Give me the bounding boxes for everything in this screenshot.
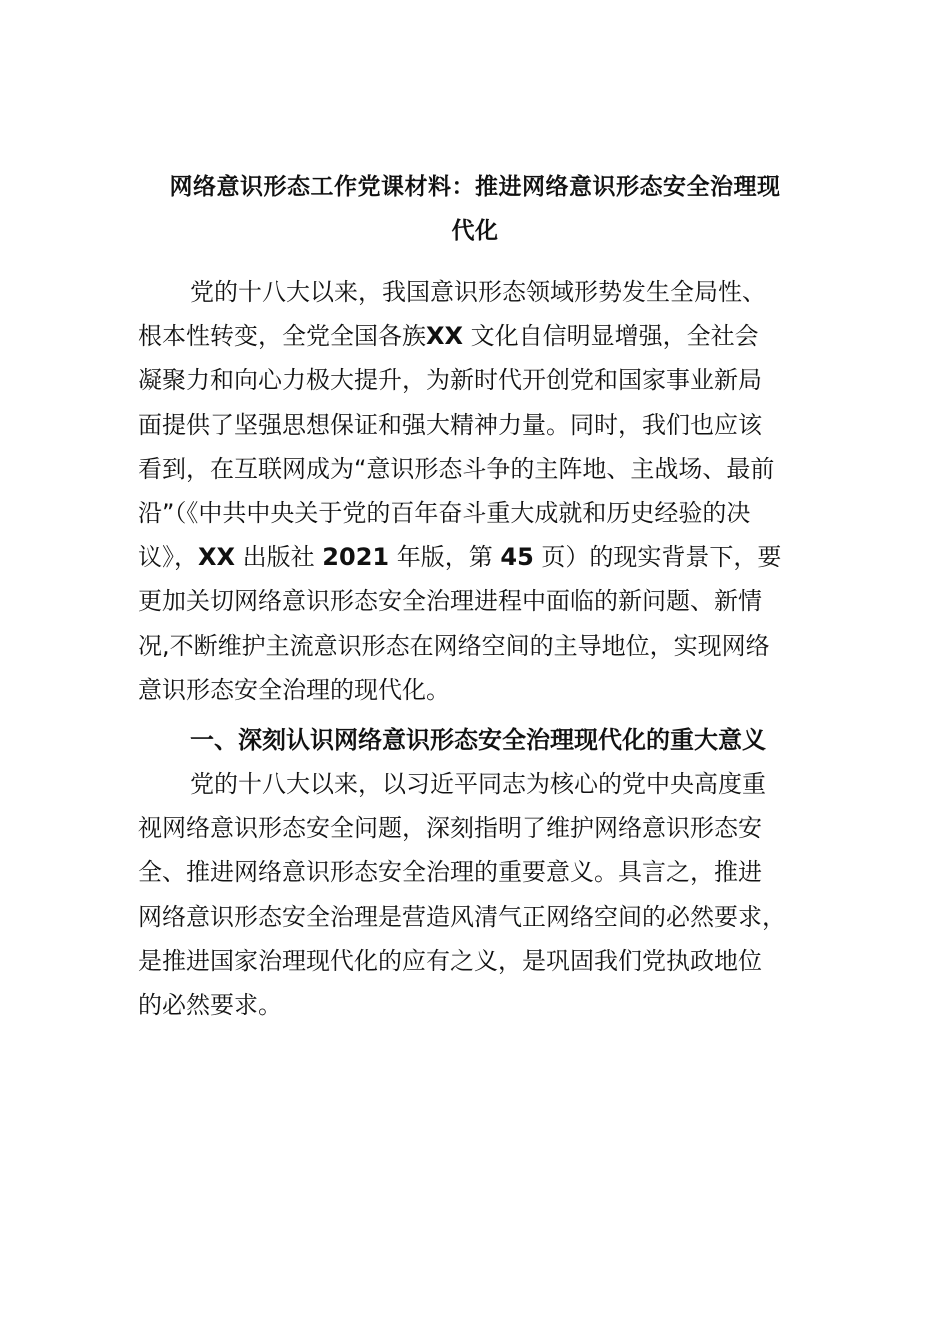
intro-paragraph — [138, 270, 828, 712]
document-title — [130, 170, 820, 258]
paragraph-line: 意识形态安全治理的现代化。 — [138, 675, 450, 704]
text-run-bold: 45 — [500, 543, 534, 572]
text-run: 文化自信明显增强，全社会 — [470, 322, 759, 351]
paragraph-line: 况,不断维护主流意识形态在网络空间的主导地位，实现网络 — [138, 631, 770, 660]
text-run: 出版社 — [242, 543, 315, 572]
paragraph-line: 沿”（《中共中央关于党的百年奋斗重大成就和历史经验的决 — [138, 498, 751, 527]
paragraph-line: 全、推进网络意识形态安全治理的重要意义。具言之，推进 — [138, 858, 762, 887]
paragraph-line: 党的十八大以来，我国意识形态领域形势发生全局性、 — [190, 278, 766, 306]
paragraph-line: 的必然要求。 — [138, 990, 282, 1019]
text-run-bold: 2021 — [322, 543, 390, 572]
text-run: 页）的现实背景下，要 — [541, 543, 782, 572]
text-run-bold: XX — [426, 322, 464, 351]
text-run: 议》， — [138, 543, 198, 572]
title-line: 网络意识形态工作党课材料：推进网络意识形态安全治理现 — [169, 174, 781, 200]
paragraph-line: 面提供了坚强思想保证和强大精神力量。同时，我们也应该 — [138, 410, 762, 439]
section-paragraph — [138, 762, 828, 1027]
paragraph-line: 党的十八大以来，以习近平同志为核心的党中央高度重 — [190, 770, 766, 798]
title-line: 代化 — [451, 218, 499, 245]
paragraph-line: 视网络意识形态安全问题，深刻指明了维护网络意识形态安 — [138, 814, 762, 843]
paragraph-line: 更加关切网络意识形态安全治理进程中面临的新问题、新情 — [138, 587, 762, 616]
paragraph-line: 是推进国家治理现代化的应有之义，是巩固我们党执政地位 — [138, 946, 762, 975]
section-heading — [138, 718, 828, 762]
paragraph-line: 网络意识形态安全治理是营造风清气正网络空间的必然要求， — [138, 902, 786, 931]
paragraph-line: 看到，在互联网成为“意识形态斗争的主阵地、主战场、最前 — [138, 454, 775, 483]
section-heading-text: 一、深刻认识网络意识形态安全治理现代化的重大意义 — [190, 726, 766, 754]
paragraph-line: 凝聚力和向心力极大提升，为新时代开创党和国家事业新局 — [138, 366, 762, 395]
text-run: 根本性转变，全党全国各族 — [138, 322, 426, 351]
text-run-bold: XX — [198, 543, 236, 572]
paragraph-line — [138, 314, 828, 358]
text-run: 年版，第 — [396, 543, 493, 572]
paragraph-line — [138, 535, 828, 579]
